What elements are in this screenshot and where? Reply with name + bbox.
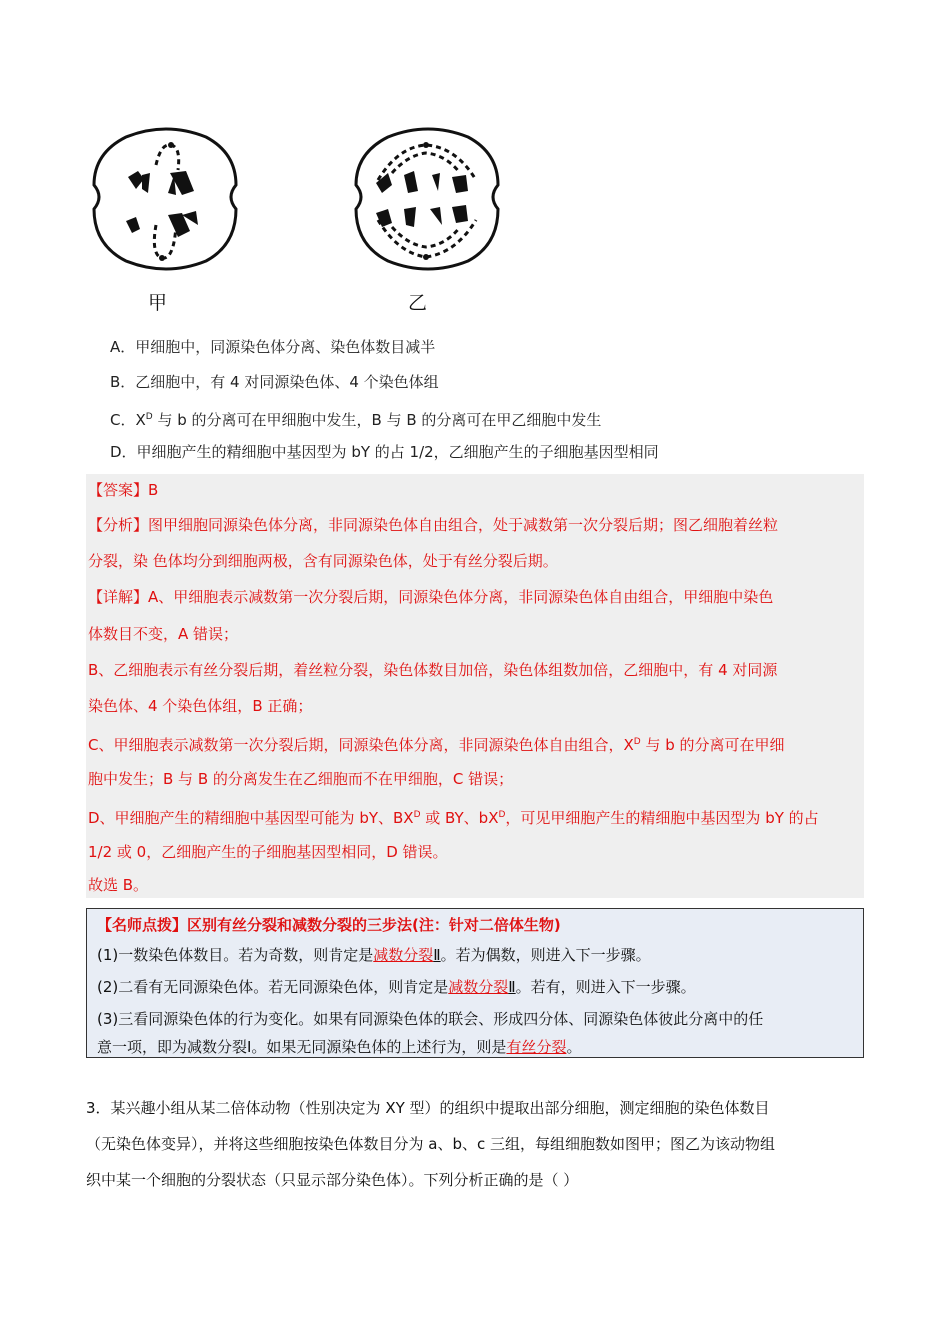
option-a: A．甲细胞中，同源染色体分离、染色体数目减半 (110, 338, 436, 356)
answer-analysis-box (86, 474, 864, 898)
tip-step-1: (1)一数染色体数目。若为奇数，则肯定是减数分裂Ⅱ。若为偶数，则进入下一步骤。 (97, 946, 651, 964)
detail-c-line-1: C、甲细胞表示减数第一次分裂后期，同源染色体分离，非同源染色体自由组合，$X^D$ 与 b 的分离可在甲细 (88, 736, 785, 754)
figure-label-jia: 甲 (148, 292, 168, 314)
detail-c-line-2: 胞中发生；B 与 B 的分离发生在乙细胞而不在甲细胞，C 错误； (88, 770, 514, 788)
tip-step-3-line-1: (3)三看同源染色体的行为变化。如果有同源染色体的联会、形成四分体、同源染色体彼此分离中的任 (97, 1010, 764, 1028)
cell-figures (86, 125, 526, 325)
final-choice: 故选 B。 (88, 876, 149, 894)
cell-yi-diagram (348, 125, 508, 275)
question-3-line-3: 织中某一个细胞的分裂状态（只显示部分染色体）。下列分析正确的是（ ） (86, 1171, 579, 1189)
detail-b-line-1: B、乙细胞表示有丝分裂后期，着丝粒分裂，染色体数目加倍，染色体组数加倍，乙细胞中，有 4 对同源 (88, 661, 778, 679)
analysis-line-2: 分裂，染 色体均分到细胞两极，含有同源染色体，处于有丝分裂后期。 (88, 552, 558, 570)
detail-line-1: 【详解】A、甲细胞表示减数第一次分裂后期，同源染色体分离，非同源染色体自由组合，甲细胞中染色 (88, 588, 774, 606)
tip-title: 【名师点拨】区别有丝分裂和减数分裂的三步法(注：针对二倍体生物) (97, 916, 561, 934)
answer-options (110, 336, 890, 476)
detail-line-2: 体数目不变，A 错误； (88, 625, 239, 643)
option-c: C．$X^D$ 与 b 的分离可在甲细胞中发生，B 与 B 的分离可在甲乙细胞中发生 (110, 411, 602, 429)
detail-d-line-2: 1/2 或 0，乙细胞产生的子细胞基因型相同，D 错误。 (88, 843, 448, 861)
teacher-tip-box (86, 908, 864, 1058)
analysis-line-1: 【分析】图甲细胞同源染色体分离，非同源染色体自由组合，处于减数第一次分裂后期；图乙细胞着丝粒 (88, 516, 779, 534)
option-d: D．甲细胞产生的精细胞中基因型为 bY 的占 1/2，乙细胞产生的子细胞基因型相同 (110, 443, 659, 461)
tip-step-3-line-2: 意一项，即为减数分裂Ⅰ。如果无同源染色体的上述行为，则是有丝分裂。 (97, 1038, 582, 1056)
question-3-line-1: 3．某兴趣小组从某二倍体动物（性别决定为 XY 型）的组织中提取出部分细胞，测定细胞的染色体数目 (86, 1099, 770, 1117)
tip-step-2: (2)二看有无同源染色体。若无同源染色体，则肯定是减数分裂Ⅱ。若有，则进入下一步骤。 (97, 978, 696, 996)
cell-jia-diagram (86, 125, 246, 275)
detail-b-line-2: 染色体、4 个染色体组，B 正确； (88, 697, 313, 715)
detail-d-line-1: D、甲细胞产生的精细胞中基因型可能为 bY、$BX^D$ 或 BY、$bX^D$，可见甲细胞产生的精细胞中基因型为 bY 的占 (88, 809, 819, 827)
option-b: B．乙细胞中，有 4 对同源染色体、4 个染色体组 (110, 373, 439, 391)
question-3-line-2: （无染色体变异），并将这些细胞按染色体数目分为 a、b、c 三组，每组细胞数如图甲；图乙为该动物组 (86, 1135, 776, 1153)
figure-label-yi: 乙 (408, 292, 428, 314)
answer-line: 【答案】B (88, 481, 159, 499)
